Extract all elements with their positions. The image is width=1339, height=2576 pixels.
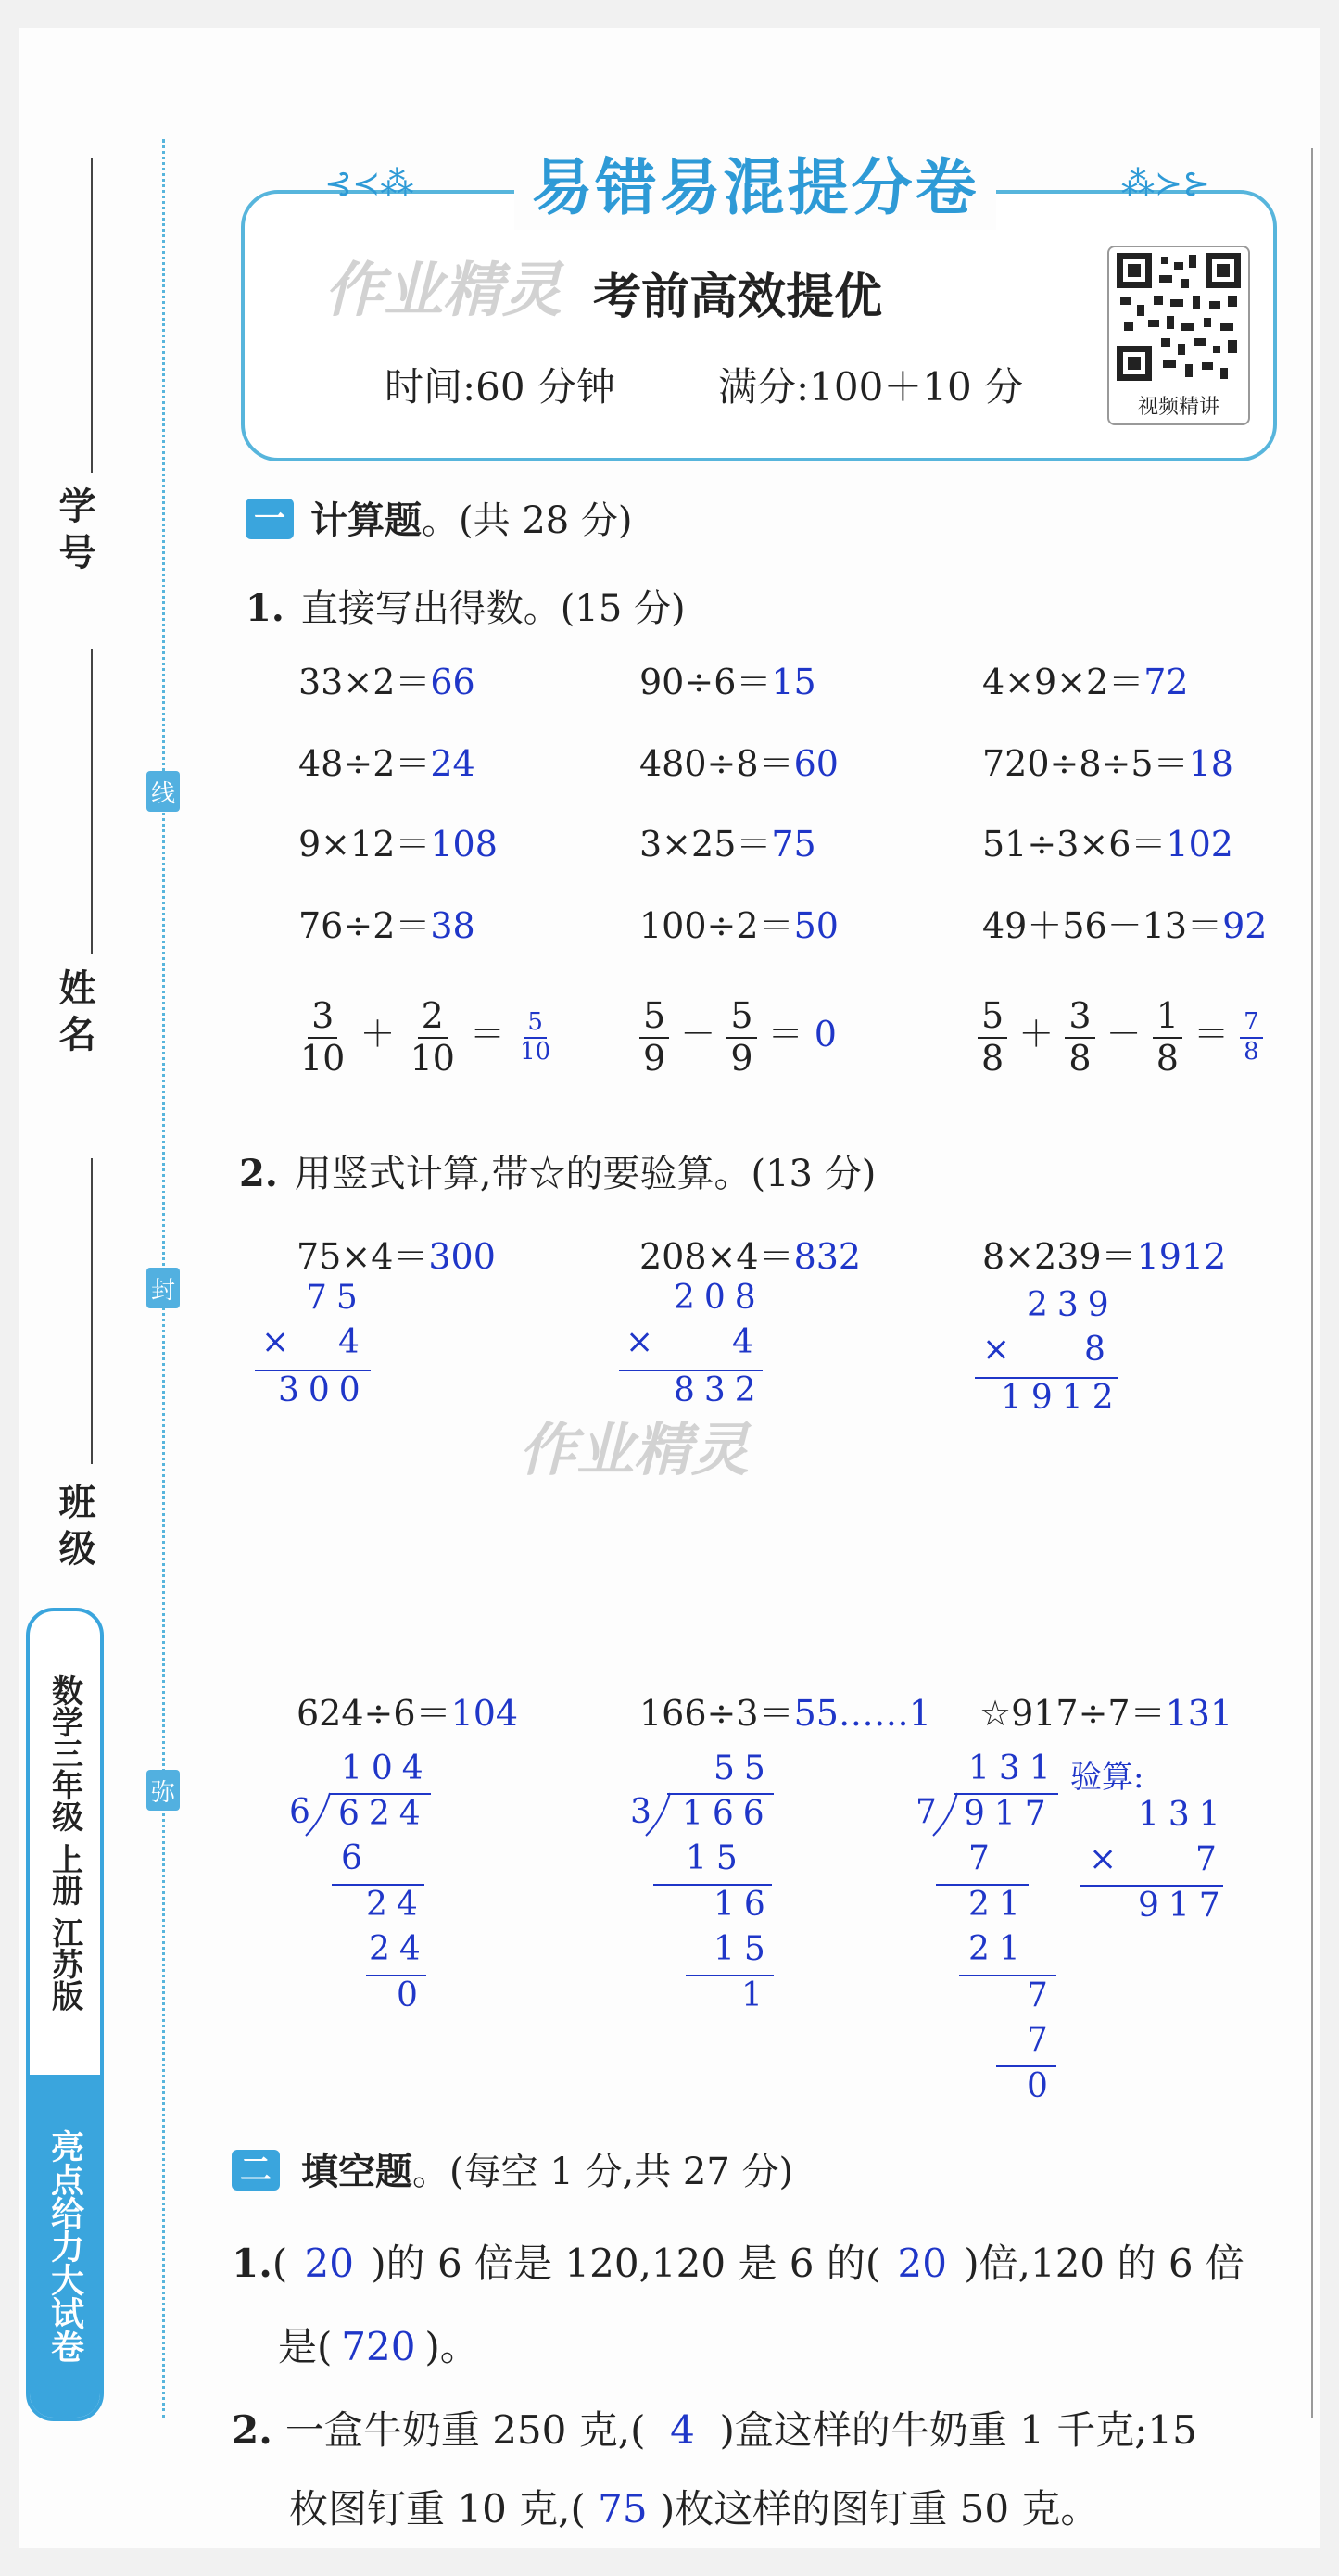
- oral-calc-item: 33×2＝66: [298, 662, 475, 702]
- answer: 38: [430, 905, 475, 946]
- oral-calc-item: 720÷8÷5＝18: [982, 743, 1233, 784]
- section-1-number: 一: [246, 499, 294, 539]
- answer-fraction: $\frac{5}{10}$: [520, 1007, 551, 1066]
- fraction: $\frac{5}{9}$: [639, 996, 669, 1079]
- oral-calc-item: 51÷3×6＝102: [982, 824, 1233, 865]
- oral-calc-item: 3×25＝75: [639, 824, 816, 865]
- section-1-note: 。(共 28 分): [422, 499, 633, 542]
- fraction-eq-1: $\frac{3}{10}$ ＋ $\frac{2}{10}$ ＝ $\frac{5}{10}$: [297, 996, 554, 1079]
- cut-mark-line: 线: [146, 771, 180, 812]
- oral-calc-item: 49＋56－13＝92: [982, 905, 1268, 946]
- division-bracket-curve: [302, 1791, 334, 1837]
- name-label: 姓名: [53, 968, 95, 1061]
- div-eq-2: 166÷3＝55……1: [639, 1693, 932, 1734]
- book-title: 数学三年级 上册 江苏版: [45, 1674, 83, 2012]
- oral-calc-item: 480÷8＝60: [639, 743, 839, 784]
- vertical-sign: ×: [625, 1323, 663, 1361]
- answer: 131: [1165, 1693, 1233, 1734]
- vertical-top: 75: [306, 1279, 367, 1317]
- step-subtract: 15: [714, 1930, 775, 1968]
- fraction: $\frac{5}{9}$: [726, 996, 756, 1079]
- divisor: 7: [916, 1793, 946, 1831]
- q1-number: 1.: [246, 587, 284, 630]
- check-top: 131: [1138, 1796, 1230, 1834]
- fraction: $\frac{2}{10}$: [410, 995, 455, 1079]
- dividend: 166: [682, 1795, 774, 1833]
- fraction: $\frac{5}{8}$: [978, 996, 1007, 1079]
- answer: 0: [814, 1014, 837, 1055]
- watermark-logo: 作业精灵: [519, 1416, 750, 1484]
- answer: 60: [793, 743, 839, 784]
- dividend: 624: [338, 1795, 430, 1833]
- fraction: $\frac{3}{8}$: [1065, 996, 1094, 1079]
- answer: 104: [450, 1693, 519, 1734]
- divisor: 6: [289, 1793, 320, 1831]
- dividend: 917: [964, 1795, 1055, 1833]
- answer: 108: [430, 824, 498, 865]
- student-no-label: 学号: [53, 486, 95, 579]
- answer: 102: [1166, 824, 1233, 865]
- fill-question-2-line-1: 2. 一盒牛奶重 250 克,( 4 )盒这样的牛奶重 1 千克;15: [232, 2407, 1197, 2453]
- oral-calc-item: 9×12＝108: [298, 824, 498, 865]
- class-line: [91, 1158, 93, 1464]
- fill-answer[interactable]: 720: [341, 2324, 416, 2369]
- question-1-2: [239, 1144, 876, 1197]
- vertical-top: 239: [1027, 1286, 1118, 1324]
- qr-caption: 视频精讲: [1137, 396, 1219, 419]
- step-subtract: 6: [341, 1839, 372, 1877]
- fill-question-2-line-2: 枚图钉重 10 克,( 75 )枚这样的图钉重 50 克。: [289, 2486, 1100, 2532]
- check-result: 917: [1138, 1887, 1230, 1925]
- vertical-multiplier: 4: [338, 1323, 369, 1361]
- section-2-title: 填空题: [301, 2151, 412, 2193]
- div-eq-1: 624÷6＝104: [297, 1693, 519, 1734]
- mult-eq-3: 8×239＝1912: [982, 1236, 1227, 1277]
- quotient: 131: [968, 1749, 1060, 1787]
- right-ornament-icon: ⁂≻⊱: [1121, 165, 1211, 203]
- step-remainder: 16: [714, 1886, 775, 1924]
- fill-question-1-line-1: 1.( 20 )的 6 倍是 120,120 是 6 的( 20 )倍,120 的 6 倍: [232, 2241, 1244, 2286]
- step-subtract: 7: [1027, 2021, 1057, 2059]
- section-2-note: 。(每空 1 分,共 27 分): [412, 2151, 794, 2193]
- name-line: [91, 649, 93, 954]
- fill-question-1-line-2: 是( 720 )。: [278, 2324, 479, 2369]
- fraction-eq-2: $\frac{5}{9}$ － $\frac{5}{9}$ ＝ 0: [639, 996, 837, 1079]
- qr-code-icon: [1117, 253, 1241, 383]
- answer: 72: [1143, 662, 1189, 702]
- cut-mark-seal: 封: [146, 1268, 180, 1308]
- header-title: 易错易混提分卷: [514, 146, 996, 230]
- step-remainder: 0: [397, 1976, 427, 2014]
- book-info-bar: [26, 1608, 104, 2421]
- step-subtract: 21: [968, 1930, 1030, 1968]
- step-remainder: 0: [1027, 2067, 1057, 2105]
- answer: 1912: [1136, 1236, 1227, 1277]
- section-1-title: 计算题: [310, 499, 422, 542]
- fill-answer[interactable]: 20: [304, 2241, 354, 2286]
- divisor: 3: [630, 1793, 661, 1831]
- step-remainder: 24: [366, 1886, 427, 1924]
- section-2-number: 二: [232, 2150, 280, 2191]
- answer: 15: [771, 662, 816, 702]
- qr-code-box[interactable]: [1107, 246, 1250, 425]
- answer: 55……1: [793, 1693, 932, 1734]
- class-label: 班级: [53, 1483, 95, 1575]
- oral-calc-item: 76÷2＝38: [298, 905, 475, 946]
- score-label: 满分:100＋10 分: [718, 364, 1024, 410]
- mult-eq-2: 208×4＝832: [639, 1236, 862, 1277]
- div-eq-3: ☆917÷7＝131: [979, 1693, 1233, 1734]
- answer: 832: [793, 1236, 862, 1277]
- right-edge-line: [1311, 148, 1313, 2418]
- fill-answer[interactable]: 20: [897, 2241, 947, 2286]
- fraction-eq-3: $\frac{5}{8}$ ＋ $\frac{3}{8}$ － $\frac{1}{8}$ ＝ $\frac{7}{8}$: [978, 996, 1263, 1079]
- answer: 50: [793, 905, 839, 946]
- header-subtitle: 考前高效提优: [593, 270, 883, 325]
- oral-calc-item: 100÷2＝50: [639, 905, 839, 946]
- q2-number: 2.: [239, 1152, 278, 1195]
- time-label: 时间:60 分钟: [385, 364, 615, 410]
- quotient: 55: [714, 1749, 775, 1787]
- vertical-multiplier: 4: [732, 1323, 763, 1361]
- vertical-sign: ×: [261, 1323, 299, 1361]
- vertical-result: 300: [278, 1371, 370, 1409]
- oral-calc-item: 48÷2＝24: [298, 743, 475, 784]
- section-2-heading: [301, 2142, 793, 2195]
- q2-text: 用竖式计算,带☆的要验算。(13 分): [294, 1153, 877, 1195]
- fraction: $\frac{1}{8}$: [1153, 996, 1182, 1079]
- step-remainder: 1: [741, 1976, 772, 2014]
- vertical-multiplier: 8: [1084, 1331, 1115, 1369]
- answer: 66: [430, 662, 475, 702]
- series-name: 亮点给力大试卷: [30, 2075, 100, 2418]
- answer: 92: [1222, 905, 1268, 946]
- left-ornament-icon: ⊰≺⁂: [324, 165, 414, 203]
- q1-text: 直接写出得数。(15 分): [300, 587, 686, 630]
- step-remainder: 7: [1027, 1976, 1057, 2014]
- step-subtract: 24: [369, 1930, 430, 1968]
- section-1-heading: [310, 491, 633, 544]
- answer: 75: [771, 824, 816, 865]
- mult-eq-1: 75×4＝300: [297, 1236, 496, 1277]
- answer-fraction: $\frac{7}{8}$: [1240, 1009, 1263, 1067]
- answer: 18: [1188, 743, 1233, 784]
- division-bracket-curve: [929, 1791, 961, 1837]
- student-no-line: [91, 158, 93, 473]
- oral-calc-item: 90÷6＝15: [639, 662, 816, 702]
- fraction: $\frac{3}{10}$: [300, 995, 346, 1079]
- question-1-1: [246, 579, 686, 632]
- vertical-sign: ×: [982, 1331, 1020, 1369]
- step-subtract: 15: [686, 1839, 747, 1877]
- oral-calc-item: 4×9×2＝72: [982, 662, 1189, 702]
- fill-answer[interactable]: 75: [598, 2486, 648, 2532]
- division-bracket-curve: [642, 1791, 674, 1837]
- step-subtract: 7: [968, 1839, 999, 1877]
- check-label: 验算:: [1070, 1759, 1144, 1796]
- fill-answer[interactable]: 4: [670, 2407, 695, 2453]
- vertical-top: 208: [674, 1279, 765, 1317]
- check-multiplier: 7: [1195, 1840, 1226, 1878]
- step-remainder: 21: [968, 1886, 1030, 1924]
- check-sign: ×: [1089, 1840, 1127, 1878]
- cut-mark-mi: 弥: [146, 1770, 180, 1811]
- answer: 300: [428, 1236, 496, 1277]
- vertical-result: 1912: [1001, 1379, 1123, 1417]
- quotient: 104: [341, 1749, 433, 1787]
- answer: 24: [430, 743, 475, 784]
- vertical-result: 832: [674, 1371, 765, 1409]
- watermark-logo: 作业精灵: [324, 257, 562, 325]
